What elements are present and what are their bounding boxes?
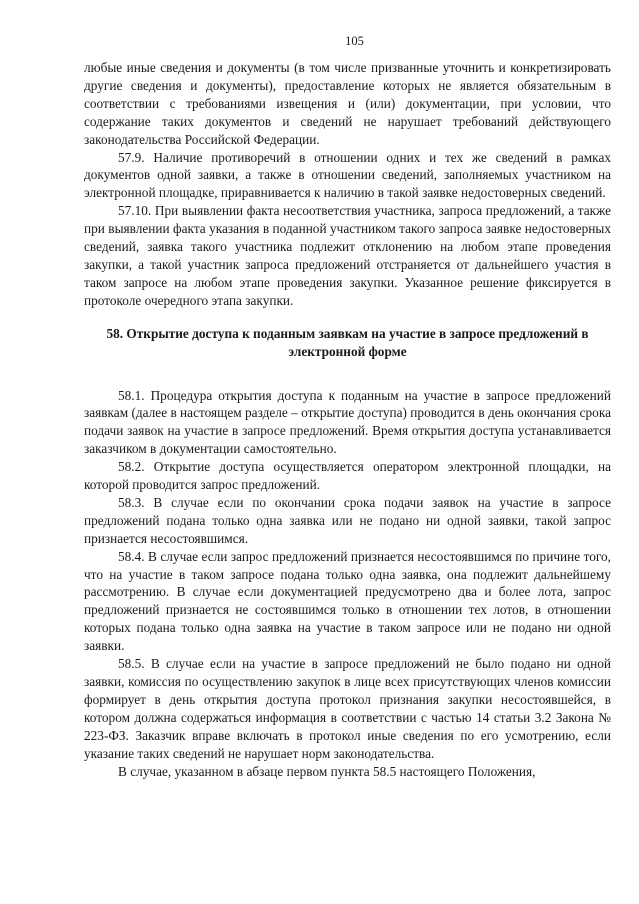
document-page (84, 34, 611, 780)
paragraph-continuation: любые иные сведения и документы (в том числе призванные уточнить и конкретизировать другие сведения и документы), предоставление которых не является обязательным в соответствии с требованиями извещения и (или) документации, при условии, что содержание таких документов и сведений не нарушает требований действующего законодательства Российской Федерации. (84, 60, 611, 147)
section-heading-58: 58. Открытие доступа к поданным заявкам на участие в запросе предложений в электронной форме (106, 325, 589, 359)
paragraph-58-4: 58.4. В случае если запрос предложений признается несостоявшимся по причине того, что на участие в таком запросе подана только одна заявка, она подлежит дальнейшему рассмотрению. В случае если документацией предусмотрено два и более лота, запрос предложений признается не состоявшимся только в отношении тех лотов, в отношении которых подана только одна заявка на участие в таком запросе или не подано ни одной заявки. (84, 548, 611, 654)
paragraph-58-3: 58.3. В случае если по окончании срока подачи заявок на участие в запросе предложений подана только одна заявка или не подано ни одной заявки, такой запрос признается несостоявшимся. (84, 494, 611, 546)
paragraph-58-2: 58.2. Открытие доступа осуществляется оператором электронной площадки, на которой проводится запрос предложений. (84, 459, 611, 493)
paragraph-58-5-case: В случае, указанном в абзаце первом пункта 58.5 настоящего Положения, (118, 763, 536, 779)
paragraph-58-1: 58.1. Процедура открытия доступа к поданным на участие в запросе предложений заявкам (далее в настоящем разделе – открытие доступа) проводится в день окончания срока подачи заявок на участие в запросе предложений. Время открытия доступа устанавливается заказчиком в документации самостоятельно. (84, 387, 611, 457)
page-number: 105 (345, 34, 364, 48)
paragraph-58-5: 58.5. В случае если на участие в запросе предложений не было подано ни одной заявки, комиссия по осуществлению закупок в лице всех присутствующих членов комиссии формирует в день открытия доступа протокол признания закупки несостоявшейся, в котором должна содержаться информация в соответствии с частью 14 статьи 3.2 Закона № 223-ФЗ. Заказчик вправе включать в протокол иные сведения по его усмотрению, если указание таких сведений не нарушает норм законодательства. (84, 656, 611, 761)
paragraph-57-9: 57.9. Наличие противоречий в отношении одних и тех же сведений в рамках документов одной заявки, а также в отношении сведений, заполняемых участником на электронной площадке, приравнивается к наличию в такой заявке недостоверных сведений. (84, 149, 611, 201)
paragraph-57-10: 57.10. При выявлении факта несоответствия участника, запроса предложений, а также при выявлении факта указания в поданной участником такого запроса заявке недостоверных сведений, заявка такого участника подлежит отклонению на любом этапе проведения закупки, а такой участник запроса предложений отстраняется от дальнейшего участия в таком запросе на любом этапе проведения закупки. Указанное решение фиксируется в протоколе очередного этапа закупки. (84, 203, 611, 308)
